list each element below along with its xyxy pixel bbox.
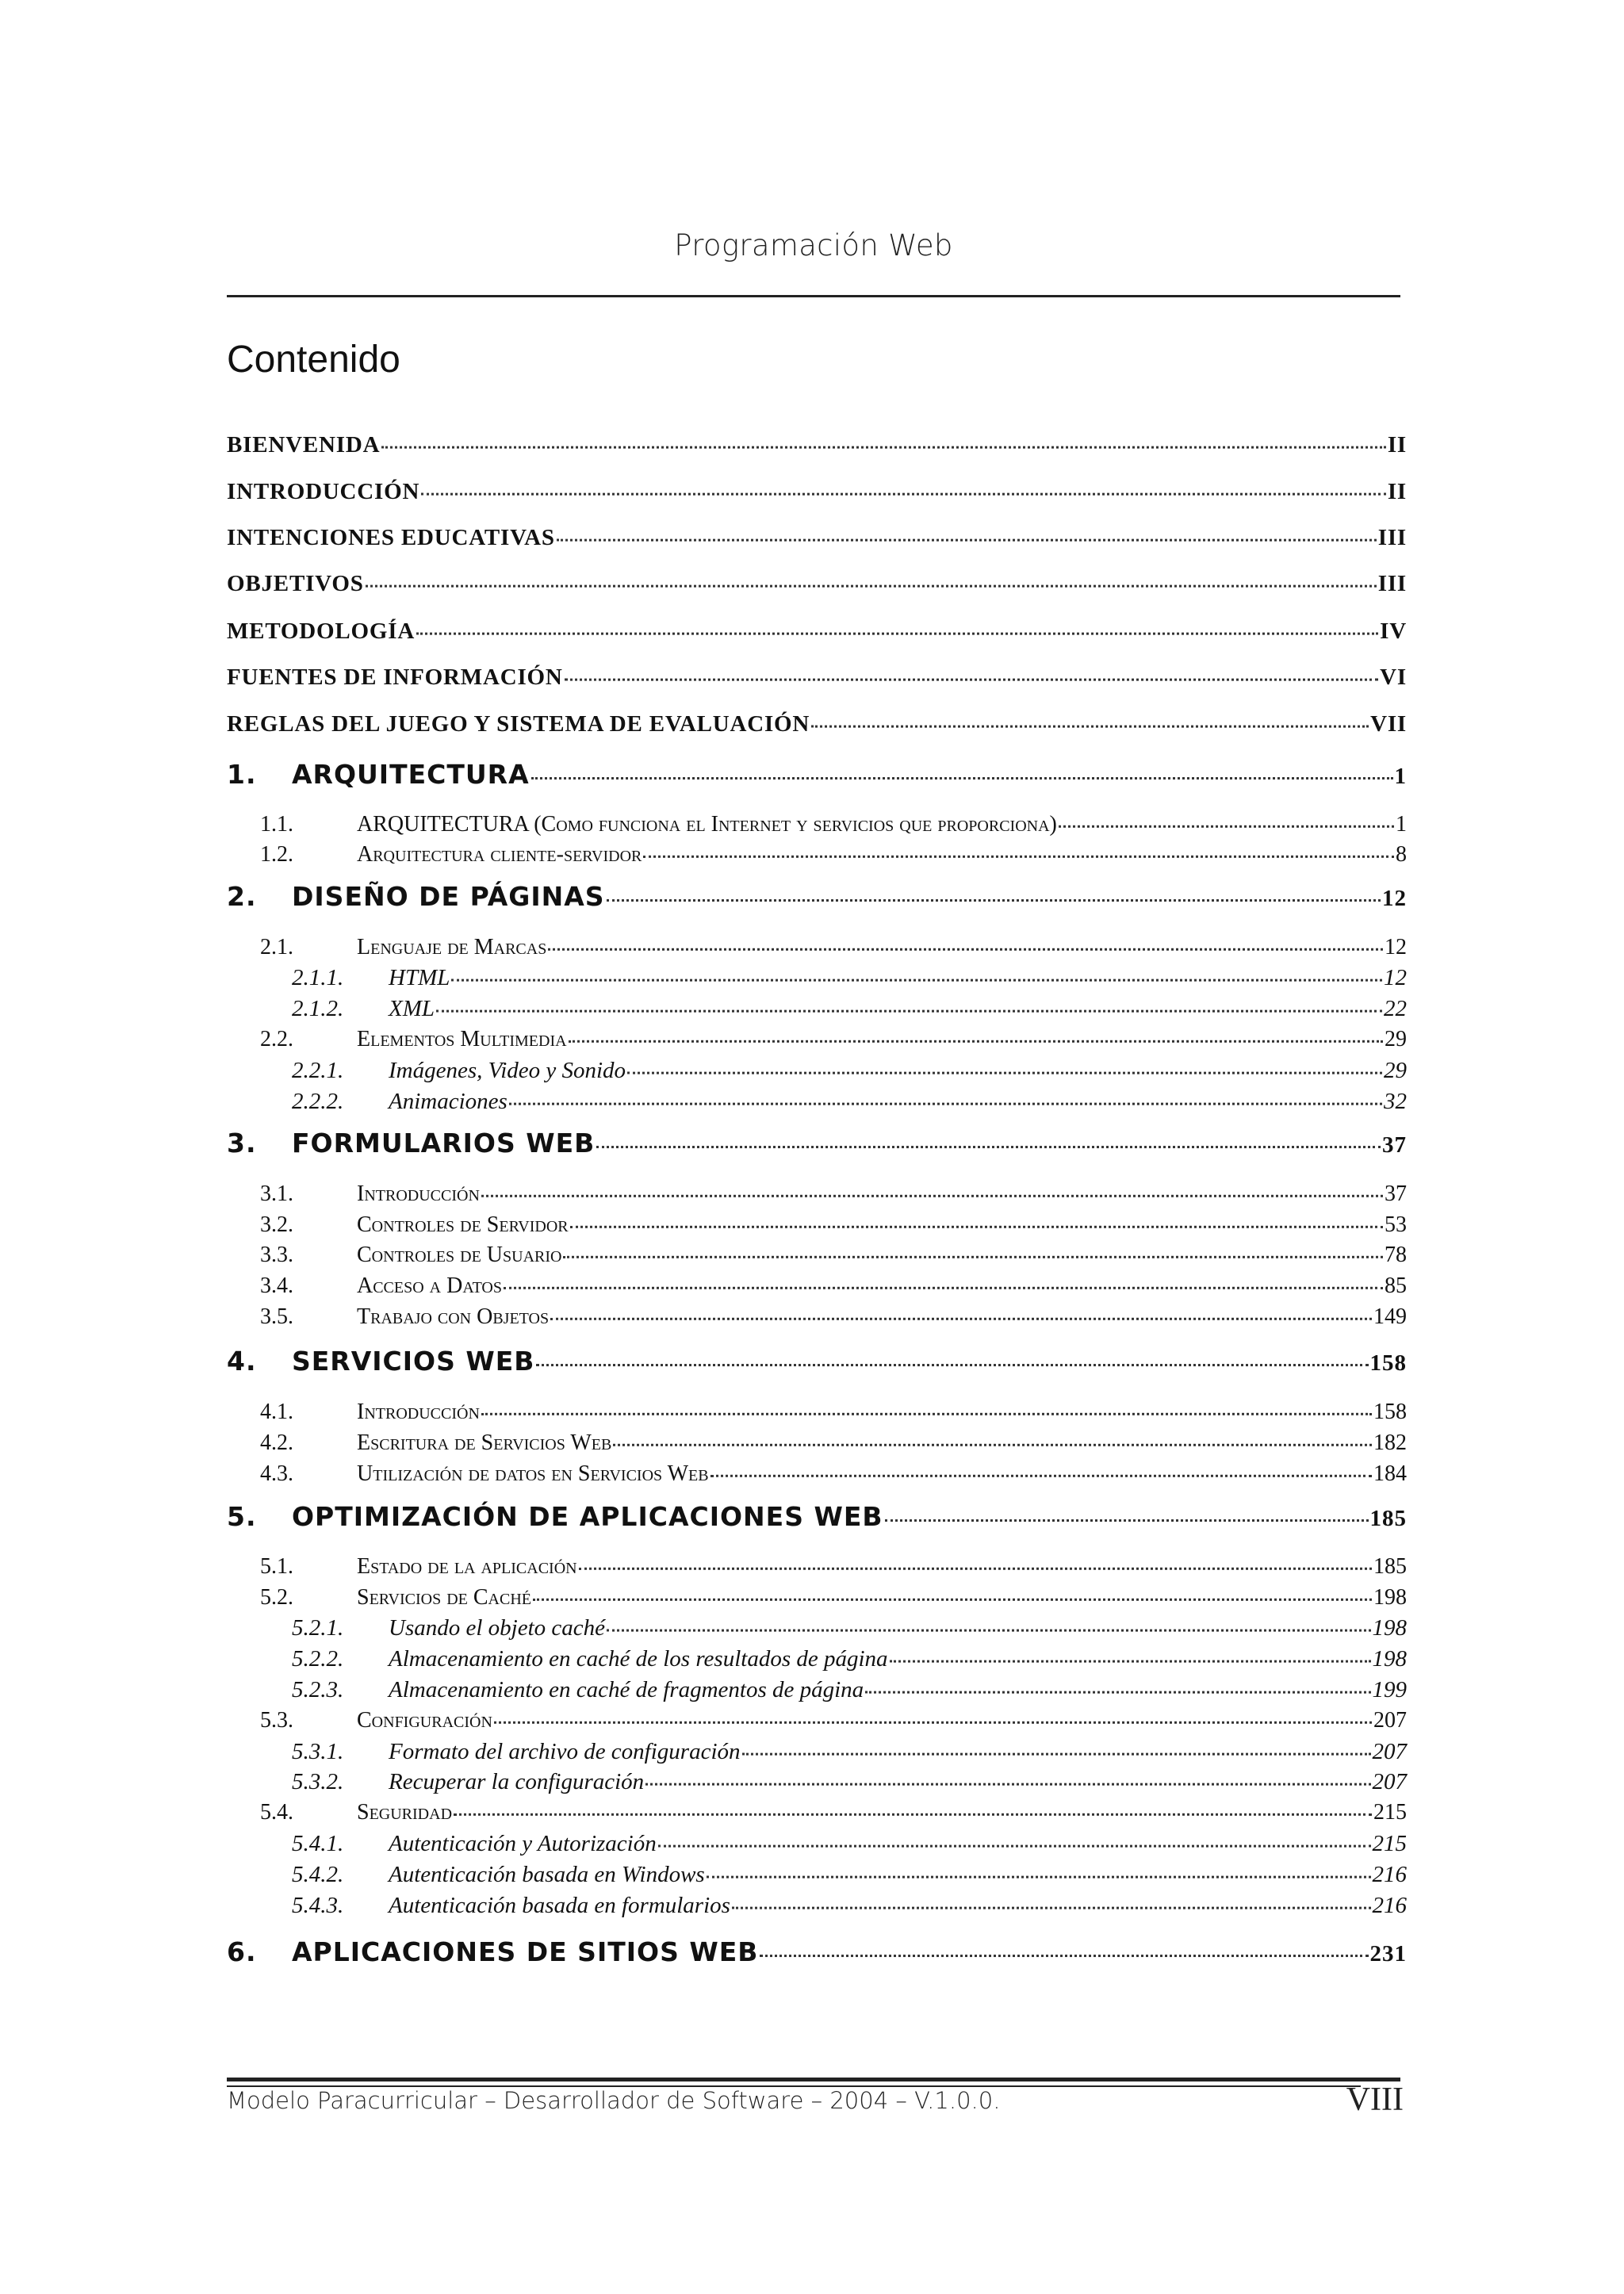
toc-entry-number: 5.4.3. xyxy=(292,1893,344,1918)
toc-entry-number: 3. xyxy=(227,1128,257,1158)
dot-leader xyxy=(596,1130,1381,1148)
footer-rule xyxy=(227,2078,1400,2081)
toc-entry-page: 207 xyxy=(1372,1769,1407,1794)
toc-entry-number: 5.2.3. xyxy=(292,1677,344,1702)
toc-entry-title: INTENCIONES EDUCATIVAS xyxy=(227,525,555,550)
footer-text: Modelo Paracurricular – Desarrollador de Software – 2004 – V.1.0.0. xyxy=(227,2087,1001,2114)
toc-entry-number: 2.2.1. xyxy=(292,1058,344,1083)
toc-entry-page: 215 xyxy=(1373,1800,1407,1825)
toc-entry-title: Seguridad xyxy=(357,1800,453,1825)
toc-entry xyxy=(227,1501,1407,1532)
toc-entry-title: BIENVENIDA xyxy=(227,432,381,458)
dot-leader xyxy=(509,1089,1382,1105)
toc-entry-page: 185 xyxy=(1373,1554,1407,1579)
dot-leader xyxy=(627,1058,1382,1074)
toc-entry-number: 5.4.2. xyxy=(292,1862,344,1887)
toc-entry-title: ARQUITECTURA xyxy=(292,759,530,790)
dot-leader xyxy=(454,1800,1372,1816)
toc-entry-title: Utilización de datos en Servicios Web xyxy=(357,1461,709,1486)
toc-entry xyxy=(227,965,1407,991)
toc-entry-title: APLICACIONES DE SITIOS WEB xyxy=(292,1936,759,1967)
toc-entry xyxy=(227,759,1407,790)
dot-leader xyxy=(451,965,1382,981)
toc-entry-title: OBJETIVOS xyxy=(227,571,364,596)
toc-entry xyxy=(227,1646,1407,1672)
toc-entry xyxy=(227,1089,1407,1115)
toc-entry xyxy=(227,842,1407,867)
toc-entry xyxy=(227,935,1407,960)
dot-leader xyxy=(557,525,1377,541)
toc-entry xyxy=(227,1461,1407,1487)
toc-entry-page: 1 xyxy=(1396,812,1407,837)
dot-leader xyxy=(658,1831,1371,1847)
toc-entry-title: Almacenamiento en caché de los resultados de página xyxy=(389,1646,888,1672)
dot-leader xyxy=(421,479,1386,495)
toc-entry-title: INTRODUCCIÓN xyxy=(227,479,420,504)
dot-leader xyxy=(707,1862,1371,1878)
toc-entry-title: Escritura de Servicios Web xyxy=(357,1430,612,1455)
toc-entry-title: Elementos Multimedia xyxy=(357,1027,567,1051)
toc-entry-number: 3.3. xyxy=(260,1243,293,1267)
toc-entry-page: 53 xyxy=(1385,1212,1407,1237)
toc-entry-number: 5.3. xyxy=(260,1708,293,1733)
toc-entry xyxy=(227,1936,1407,1967)
toc-entry-page: II xyxy=(1387,479,1407,504)
toc-entry-page: 182 xyxy=(1373,1430,1407,1455)
toc-entry-page: VI xyxy=(1380,664,1407,690)
dot-leader xyxy=(570,1212,1383,1228)
toc-entry-number: 5.4.1. xyxy=(292,1831,344,1856)
toc-entry xyxy=(227,1893,1407,1919)
toc-entry xyxy=(227,812,1407,837)
toc-entry-title: Lenguaje de Marcas xyxy=(357,935,547,959)
dot-leader xyxy=(811,711,1369,727)
toc-entry-page: 149 xyxy=(1373,1304,1407,1329)
toc-entry xyxy=(227,664,1407,691)
toc-entry-number: 1.1. xyxy=(260,812,293,837)
toc-entry-page: 12 xyxy=(1382,886,1407,911)
toc-entry-page: 8 xyxy=(1396,842,1407,867)
toc-entry-number: 4.2. xyxy=(260,1430,293,1455)
toc-entry-number: 5.3.2. xyxy=(292,1769,344,1794)
toc-entry xyxy=(227,1243,1407,1268)
toc-entry-title: Estado de la aplicación xyxy=(357,1554,577,1579)
footer-page-number: VIII xyxy=(1346,2081,1404,2118)
toc-entry-page: III xyxy=(1377,525,1407,550)
toc-entry-number: 5.4. xyxy=(260,1800,293,1825)
toc-entry xyxy=(227,711,1407,737)
toc-entry-number: 3.1. xyxy=(260,1181,293,1206)
dot-leader xyxy=(533,1585,1372,1601)
toc-entry xyxy=(227,1862,1407,1888)
toc-entry-title: Acceso a Datos xyxy=(357,1273,502,1298)
toc-entry-title: Arquitectura cliente-servidor xyxy=(357,842,642,867)
toc-entry xyxy=(227,571,1407,597)
toc-entry-page: 231 xyxy=(1369,1941,1407,1967)
dot-leader xyxy=(366,571,1377,587)
toc-entry-page: 198 xyxy=(1372,1646,1407,1672)
toc-entry xyxy=(227,1181,1407,1207)
dot-leader xyxy=(548,935,1383,951)
header-rule xyxy=(227,295,1400,297)
toc-entry xyxy=(227,525,1407,551)
dot-leader xyxy=(1059,812,1394,828)
dot-leader xyxy=(481,1181,1383,1197)
toc-entry-title: DISEÑO DE PÁGINAS xyxy=(292,881,605,912)
toc-entry-page: 22 xyxy=(1384,996,1407,1021)
toc-entry-page: 158 xyxy=(1369,1350,1407,1376)
toc-entry-title: Controles de Usuario xyxy=(357,1243,562,1267)
toc-entry xyxy=(227,479,1407,505)
dot-leader xyxy=(607,883,1381,902)
toc-entry-title: OPTIMIZACIÓN DE APLICACIONES WEB xyxy=(292,1501,883,1532)
dot-leader xyxy=(536,1348,1368,1366)
dot-leader xyxy=(381,432,1386,448)
toc-entry-page: III xyxy=(1377,571,1407,596)
toc-entry-title: Servicios de Caché xyxy=(357,1585,531,1610)
toc-entry-title: Configuración xyxy=(357,1708,492,1733)
toc-entry-page: 184 xyxy=(1373,1461,1407,1486)
toc-entry xyxy=(227,1346,1407,1377)
toc-entry-number: 1. xyxy=(227,759,257,790)
toc-entry-page: 216 xyxy=(1372,1862,1407,1887)
toc-entry-page: 215 xyxy=(1372,1831,1407,1856)
dot-leader xyxy=(569,1027,1383,1043)
toc-entry-page: 29 xyxy=(1385,1027,1407,1051)
toc-entry-page: II xyxy=(1387,432,1407,458)
running-header: Programación Web xyxy=(674,228,953,262)
toc-entry-title: ARQUITECTURA (Como funciona el Internet y servicios que proporciona) xyxy=(357,812,1057,837)
toc-entry-number: 3.4. xyxy=(260,1273,293,1298)
toc-entry-number: 3.5. xyxy=(260,1304,293,1329)
toc-entry xyxy=(227,618,1407,645)
dot-leader xyxy=(565,664,1379,680)
toc-entry-number: 5.3.1. xyxy=(292,1739,344,1764)
toc-entry-title: Introducción xyxy=(357,1181,480,1206)
toc-entry xyxy=(227,1400,1407,1425)
toc-entry xyxy=(227,1739,1407,1765)
dot-leader xyxy=(865,1677,1370,1693)
toc-entry-page: 78 xyxy=(1385,1243,1407,1267)
toc-entry-page: 198 xyxy=(1372,1615,1407,1641)
toc-entry xyxy=(227,1554,1407,1580)
toc-title: Contenido xyxy=(227,339,400,381)
toc-entry-title: REGLAS DEL JUEGO Y SISTEMA DE EVALUACIÓN xyxy=(227,711,810,737)
dot-leader xyxy=(760,1939,1368,1957)
toc-entry-page: 32 xyxy=(1384,1089,1407,1114)
toc-entry-page: 37 xyxy=(1385,1181,1407,1206)
toc-entry xyxy=(227,996,1407,1022)
toc-entry-page: 1 xyxy=(1394,764,1407,789)
dot-leader xyxy=(645,1769,1370,1785)
toc-entry-title: HTML xyxy=(389,965,450,990)
toc-entry xyxy=(227,1058,1407,1084)
dot-leader xyxy=(643,842,1394,858)
toc-entry-title: Formato del archivo de configuración xyxy=(389,1739,741,1764)
toc-entry-page: 85 xyxy=(1385,1273,1407,1298)
toc-entry-number: 5. xyxy=(227,1501,257,1532)
dot-leader xyxy=(742,1739,1371,1755)
toc-entry-page: 185 xyxy=(1369,1506,1407,1531)
toc-entry-number: 4. xyxy=(227,1346,257,1377)
toc-entry-number: 2.1.2. xyxy=(292,996,344,1021)
dot-leader xyxy=(563,1243,1383,1258)
dot-leader xyxy=(607,1615,1370,1631)
toc-entry-title: Autenticación basada en formularios xyxy=(389,1893,730,1918)
toc-entry-number: 2. xyxy=(227,881,257,912)
toc-entry-title: Almacenamiento en caché de fragmentos de página xyxy=(389,1677,864,1702)
toc-entry-number: 5.2.1. xyxy=(292,1615,344,1641)
toc-entry-page: 198 xyxy=(1373,1585,1407,1610)
toc-entry-number: 2.2. xyxy=(260,1027,293,1051)
toc-entry-number: 2.1. xyxy=(260,935,293,959)
dot-leader xyxy=(890,1646,1371,1662)
toc-entry-title: Usando el objeto caché xyxy=(389,1615,606,1641)
dot-leader xyxy=(579,1554,1372,1570)
toc-entry xyxy=(227,1831,1407,1857)
dot-leader xyxy=(732,1893,1371,1909)
toc-entry-title: SERVICIOS WEB xyxy=(292,1346,535,1377)
toc-entry xyxy=(227,1800,1407,1825)
toc-entry xyxy=(227,1430,1407,1456)
toc-entry-page: 29 xyxy=(1384,1058,1407,1083)
toc-entry-title: FUENTES DE INFORMACIÓN xyxy=(227,664,563,690)
toc-entry-number: 5.1. xyxy=(260,1554,293,1579)
toc-entry-number: 1.2. xyxy=(260,842,293,867)
toc-entry xyxy=(227,1677,1407,1703)
toc-entry xyxy=(227,1708,1407,1733)
toc-entry-title: Recuperar la configuración xyxy=(389,1769,645,1794)
dot-leader xyxy=(494,1708,1372,1724)
toc-entry-page: 207 xyxy=(1373,1708,1407,1733)
toc-entry-page: 199 xyxy=(1372,1677,1407,1702)
toc-entry-number: 5.2. xyxy=(260,1585,293,1610)
dot-leader xyxy=(481,1400,1372,1415)
toc-entry xyxy=(227,1212,1407,1238)
dot-leader xyxy=(710,1461,1372,1477)
toc-entry-page: 12 xyxy=(1385,935,1407,959)
toc-entry-title: Introducción xyxy=(357,1400,480,1424)
toc-entry-page: 12 xyxy=(1384,965,1407,990)
toc-entry xyxy=(227,1769,1407,1795)
toc-entry-title: Autenticación basada en Windows xyxy=(389,1862,705,1887)
toc-entry xyxy=(227,1304,1407,1330)
toc-entry-number: 2.2.2. xyxy=(292,1089,344,1114)
toc-entry xyxy=(227,1128,1407,1158)
toc-entry-title: Autenticación y Autorización xyxy=(389,1831,657,1856)
toc-entry-page: 216 xyxy=(1372,1893,1407,1918)
toc-entry-number: 5.2.2. xyxy=(292,1646,344,1672)
toc-entry-title: Trabajo con Objetos xyxy=(357,1304,550,1329)
toc-entry-page: 158 xyxy=(1373,1400,1407,1424)
toc-entry-page: 37 xyxy=(1382,1132,1407,1158)
toc-entry-page: IV xyxy=(1380,618,1407,644)
toc-entry-page: 207 xyxy=(1372,1739,1407,1764)
toc-entry-number: 4.1. xyxy=(260,1400,293,1424)
dot-leader xyxy=(550,1304,1372,1320)
toc-entry-number: 2.1.1. xyxy=(292,965,344,990)
toc-entry-title: Controles de Servidor xyxy=(357,1212,569,1237)
toc-entry xyxy=(227,1615,1407,1641)
toc-entry xyxy=(227,432,1407,458)
toc-entry xyxy=(227,1027,1407,1052)
toc-entry xyxy=(227,1273,1407,1299)
toc-entry xyxy=(227,1585,1407,1610)
toc-entry-title: Imágenes, Video y Sonido xyxy=(389,1058,626,1083)
dot-leader xyxy=(504,1273,1383,1289)
dot-leader xyxy=(416,618,1378,634)
toc-entry-number: 3.2. xyxy=(260,1212,293,1237)
dot-leader xyxy=(436,996,1382,1012)
toc-entry-page: VII xyxy=(1370,711,1407,737)
toc-entry-number: 4.3. xyxy=(260,1461,293,1486)
toc-entry-title: Animaciones xyxy=(389,1089,508,1114)
toc-entry-title: METODOLOGÍA xyxy=(227,618,416,644)
dot-leader xyxy=(613,1430,1372,1446)
toc-entry-title: FORMULARIOS WEB xyxy=(292,1128,596,1158)
toc-entry-title: XML xyxy=(389,996,435,1021)
dot-leader xyxy=(531,761,1393,779)
toc-entry-number: 6. xyxy=(227,1936,257,1967)
dot-leader xyxy=(885,1503,1369,1522)
toc-entry xyxy=(227,881,1407,912)
